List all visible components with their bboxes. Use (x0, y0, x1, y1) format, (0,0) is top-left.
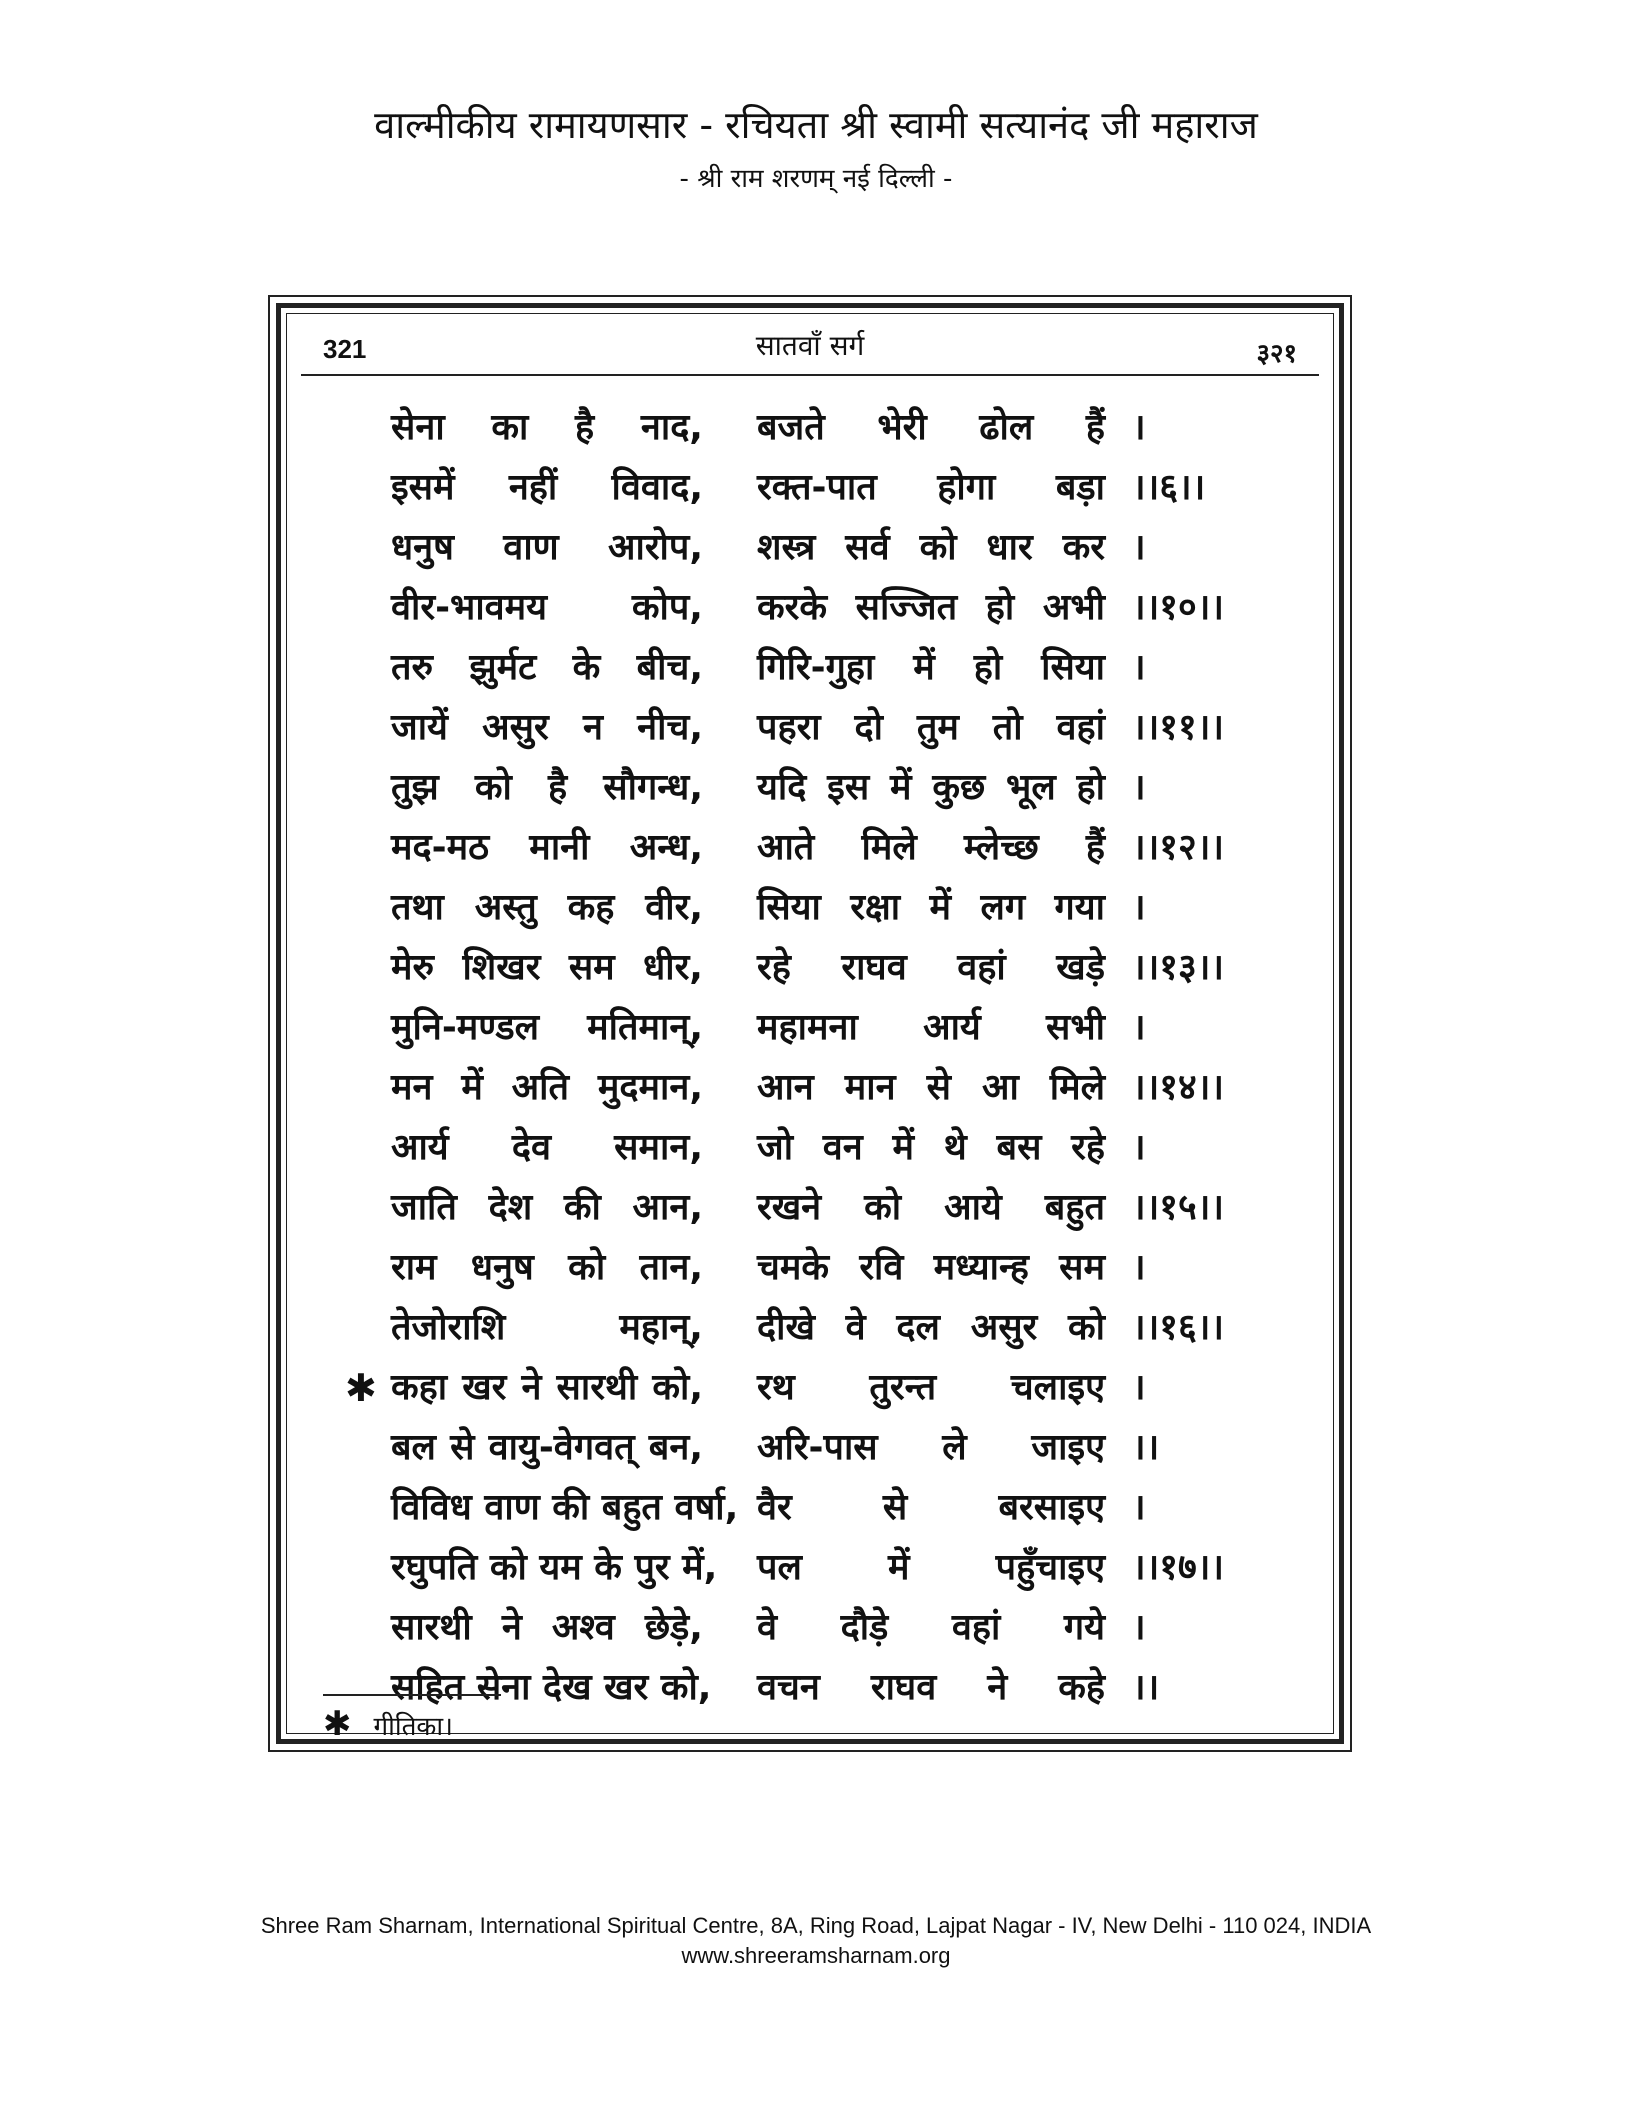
header-divider (301, 374, 1319, 376)
verse-line (287, 458, 1333, 518)
verse-first-half: आर्य देव समान, (391, 1127, 703, 1168)
verse-end-mark: ।।१२।। (1132, 827, 1225, 868)
verse-second-half: चमके रवि मध्यान्ह सम (757, 1247, 1105, 1288)
verse-end-mark: । (1132, 1127, 1146, 1168)
verse-end-mark: । (1132, 647, 1146, 688)
verse-end-mark: ।।११।। (1132, 707, 1225, 748)
footer-address: Shree Ram Sharnam, International Spiritual Centre, 8A, Ring Road, Lajpat Nagar - IV, New Delhi - 110 024, INDIA (260, 1913, 1372, 1938)
verse-line (287, 818, 1333, 878)
verse-line (287, 398, 1333, 458)
verse-first-half: धनुष वाण आरोप, (391, 527, 703, 568)
page-frame-inner (276, 303, 1344, 1744)
verse-first-half: राम धनुष को तान, (391, 1247, 703, 1288)
verse-line (287, 1358, 1333, 1418)
verse-first-half: मेरु शिखर सम धीर, (391, 947, 703, 988)
verse-second-half: रहे राघव वहां खड़े (757, 947, 1105, 988)
verse-first-half: इसमें नहीं विवाद, (391, 467, 703, 508)
verse-first-half: तथा अस्तु कह वीर, (391, 887, 703, 928)
verse-second-half: बजते भेरी ढोल हैं (757, 407, 1105, 448)
page-header (287, 314, 1333, 374)
verse-end-mark: । (1132, 1007, 1146, 1048)
verse-first-half: वीर-भावमय कोप, (391, 587, 703, 628)
verse-second-half: महामना आर्य सभी (757, 1007, 1105, 1048)
verse-end-mark: । (1132, 407, 1146, 448)
verse-second-half: रखने को आये बहुत (757, 1187, 1105, 1228)
verse-line (287, 698, 1333, 758)
verse-second-half: शस्त्र सर्व को धार कर (757, 527, 1105, 568)
verse-line (287, 1178, 1333, 1238)
chapter-title: सातवाँ सर्ग (755, 329, 865, 362)
verse-second-half: रक्त-पात होगा बड़ा (757, 467, 1105, 508)
verse-second-half: यदि इस में कुछ भूल हो (757, 767, 1105, 808)
verse-line (287, 998, 1333, 1058)
verse-first-half: तेजोराशि महान्, (391, 1307, 703, 1348)
verse-end-mark: ।।१७।। (1132, 1547, 1225, 1588)
verse-first-half: रघुपति को यम के पुर में, (391, 1547, 718, 1588)
verse-second-half: आन मान से आ मिले (757, 1067, 1105, 1108)
verse-end-mark: । (1132, 1487, 1146, 1528)
verse-second-half: वे दौड़े वहां गये (757, 1607, 1105, 1648)
verse-first-half: सारथी ने अश्व छेड़े, (391, 1607, 703, 1648)
verse-first-half: मन में अति मुदमान, (391, 1067, 703, 1108)
verse-end-mark: ।। (1132, 1427, 1160, 1468)
footnote-text: गीतिका। (373, 1712, 453, 1742)
verse-second-half: वैर से बरसाइए (757, 1487, 1105, 1528)
verse-first-half: मुनि-मण्डल मतिमान्, (391, 1007, 703, 1048)
verse-end-mark: । (1132, 1607, 1146, 1648)
verse-end-mark: ।। (1132, 1667, 1160, 1708)
verse-second-half: अरि-पास ले जाइए (757, 1427, 1105, 1468)
verse-line (287, 938, 1333, 998)
footer-website: www.shreeramsharnam.org (681, 1943, 951, 1968)
verse-first-half: विविध वाण की बहुत वर्षा, (391, 1487, 739, 1528)
asterisk-icon: ✱ (345, 1366, 377, 1410)
verse-end-mark: ।।१३।। (1132, 947, 1225, 988)
verse-end-mark: । (1132, 1247, 1146, 1288)
document-subtitle: - श्री राम शरणम् नई दिल्ली - (679, 164, 953, 194)
verse-end-mark: ।।१५।। (1132, 1187, 1225, 1228)
verse-line (287, 578, 1333, 638)
footnote (323, 1704, 453, 1747)
verse-line (287, 878, 1333, 938)
verse-line (287, 1058, 1333, 1118)
verse-line (287, 638, 1333, 698)
verse-first-half: सहित सेना देख खर को, (391, 1667, 712, 1708)
verse-second-half: गिरि-गुहा में हो सिया (757, 647, 1105, 688)
verse-first-half: कहा खर ने सारथी को, (391, 1367, 703, 1408)
verse-second-half: रथ तुरन्त चलाइए (757, 1367, 1105, 1408)
page-frame (268, 295, 1352, 1752)
verse-end-mark: । (1132, 767, 1146, 808)
verse-first-half: जायें असुर न नीच, (391, 707, 703, 748)
verse-second-half: आते मिले म्लेच्छ हैं (757, 827, 1105, 868)
verse-end-mark: । (1132, 887, 1146, 928)
verse-second-half: जो वन में थे बस रहे (757, 1127, 1105, 1168)
verse-line (287, 1418, 1333, 1478)
verse-second-half: करके सज्जित हो अभी (757, 587, 1105, 628)
verse-end-mark: । (1132, 527, 1146, 568)
verse-line (287, 1598, 1333, 1658)
verse-second-half: सिया रक्षा में लग गया (757, 887, 1105, 928)
verse-second-half: दीखे वे दल असुर को (757, 1307, 1105, 1348)
verse-line (287, 1298, 1333, 1358)
verse-first-half: बल से वायु-वेगवत् बन, (391, 1427, 703, 1468)
verse-first-half: मद-मठ मानी अन्ध, (391, 827, 703, 868)
verse-first-half: जाति देश की आन, (391, 1187, 703, 1228)
verse-end-mark: ।।१४।। (1132, 1067, 1225, 1108)
verse-second-half: वचन राघव ने कहे (757, 1667, 1105, 1708)
verse-first-half: सेना का है नाद, (391, 407, 703, 448)
verse-first-half: तुझ को है सौगन्ध, (391, 767, 703, 808)
verse-end-mark: ।।६।। (1132, 467, 1206, 508)
verse-second-half: पहरा दो तुम तो वहां (757, 707, 1105, 748)
verse-end-mark: ।।१०।। (1132, 587, 1225, 628)
verse-line (287, 1478, 1333, 1538)
verse-line (287, 1238, 1333, 1298)
verse-end-mark: ।।१६।। (1132, 1307, 1225, 1348)
verse-first-half: तरु झुर्मट के बीच, (391, 647, 703, 688)
verse-line (287, 758, 1333, 818)
asterisk-icon: ✱ (323, 1704, 352, 1744)
document-title: वाल्मीकीय रामायणसार - रचियता श्री स्वामी सत्यानंद जी महाराज (374, 103, 1258, 147)
verse-second-half: पल में पहुँचाइए (757, 1547, 1105, 1588)
page-number-devanagari: ३२१ (1256, 339, 1297, 369)
verse-end-mark: । (1132, 1367, 1146, 1408)
page-number-arabic: 321 (323, 334, 367, 364)
verse-line (287, 1118, 1333, 1178)
verse-line (287, 518, 1333, 578)
page-frame-inner-line (286, 313, 1334, 1744)
footnote-divider (323, 1694, 501, 1696)
verse-line (287, 1538, 1333, 1598)
